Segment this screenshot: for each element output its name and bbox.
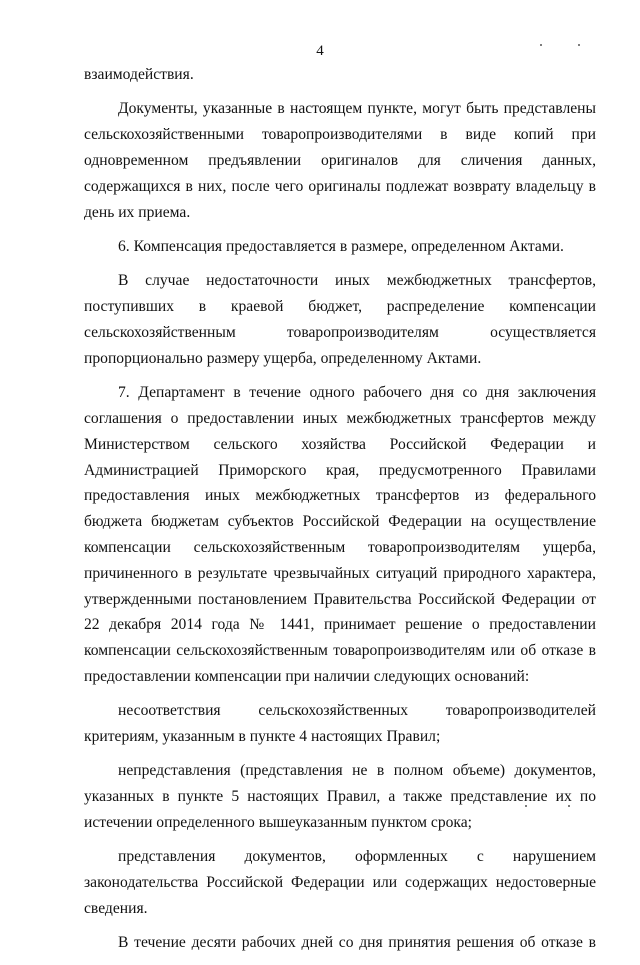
paragraph-ground-non-submission: непредставления (представления не в полном объеме) документов, указанных в пункте 5 настоящих Правил, а также представление их по истечении определенного вышеуказанным пунктом срока; xyxy=(84,762,596,832)
paragraph-continuation: взаимодействия. xyxy=(84,66,194,83)
scan-speck xyxy=(578,44,580,46)
paragraph-ground-invalid-documents: представления документов, оформленных с нарушением законодательства Российской Федерации или содержащих недостоверные сведения. xyxy=(84,848,596,918)
scan-speck xyxy=(525,805,527,807)
paragraph-ground-criteria: несоответствия сельскохозяйственных товаропроизводителей критериям, указанным в пункте 4 настоящих Правил; xyxy=(84,702,596,746)
scan-speck xyxy=(568,805,570,807)
document-body xyxy=(84,62,596,965)
paragraph-6-compensation-amount: 6. Компенсация предоставляется в размере, определенном Актами. xyxy=(118,237,564,255)
paragraph-documents-copies: Документы, указанные в настоящем пункте, могут быть представлены сельскохозяйственными товаропроизводителями в виде копий при одновременном предъявлении оригиналов для сличения данных, содержащихся в них, после чего оригиналы подлежат возврату владельцу в день их приема. xyxy=(84,100,596,221)
paragraph-7-department-decision: 7. Департамент в течение одного рабочего дня со дня заключения соглашения о предоставлении иных межбюджетных трансфертов между Министерством сельского хозяйства Российской Федерации и Администрацией Приморского края, предусмотренного Правилами предоставления иных межбюджетных трансфертов из федерального бюджета бюджетам субъектов Российской Федерации на осуществление компенсации сельскохозяйственным товаропроизводителям ущерба, причиненного в результате чрезвычайных ситуаций природного характера, утвержденными постановлением Правительства Российской Федерации от 22 декабря 2014 года № 1441, принимает решение о предоставлении компенсации сельскохозяйственным товаропроизводителям или об отказе в предоставлении компенсации при наличии следующих оснований: xyxy=(84,384,596,685)
paragraph-insufficient-transfers: В случае недостаточности иных межбюджетных трансфертов, поступивших в краевой бюджет, распределение компенсации сельскохозяйственным товаропроизводителям осуществляется пропорционально размеру ущерба, определенному Актами. xyxy=(84,272,596,367)
scan-speck xyxy=(540,44,542,46)
page-number: 4 xyxy=(316,43,324,59)
paragraph-refusal-notice: В течение десяти рабочих дней со дня принятия решения об отказе в xyxy=(118,934,596,952)
